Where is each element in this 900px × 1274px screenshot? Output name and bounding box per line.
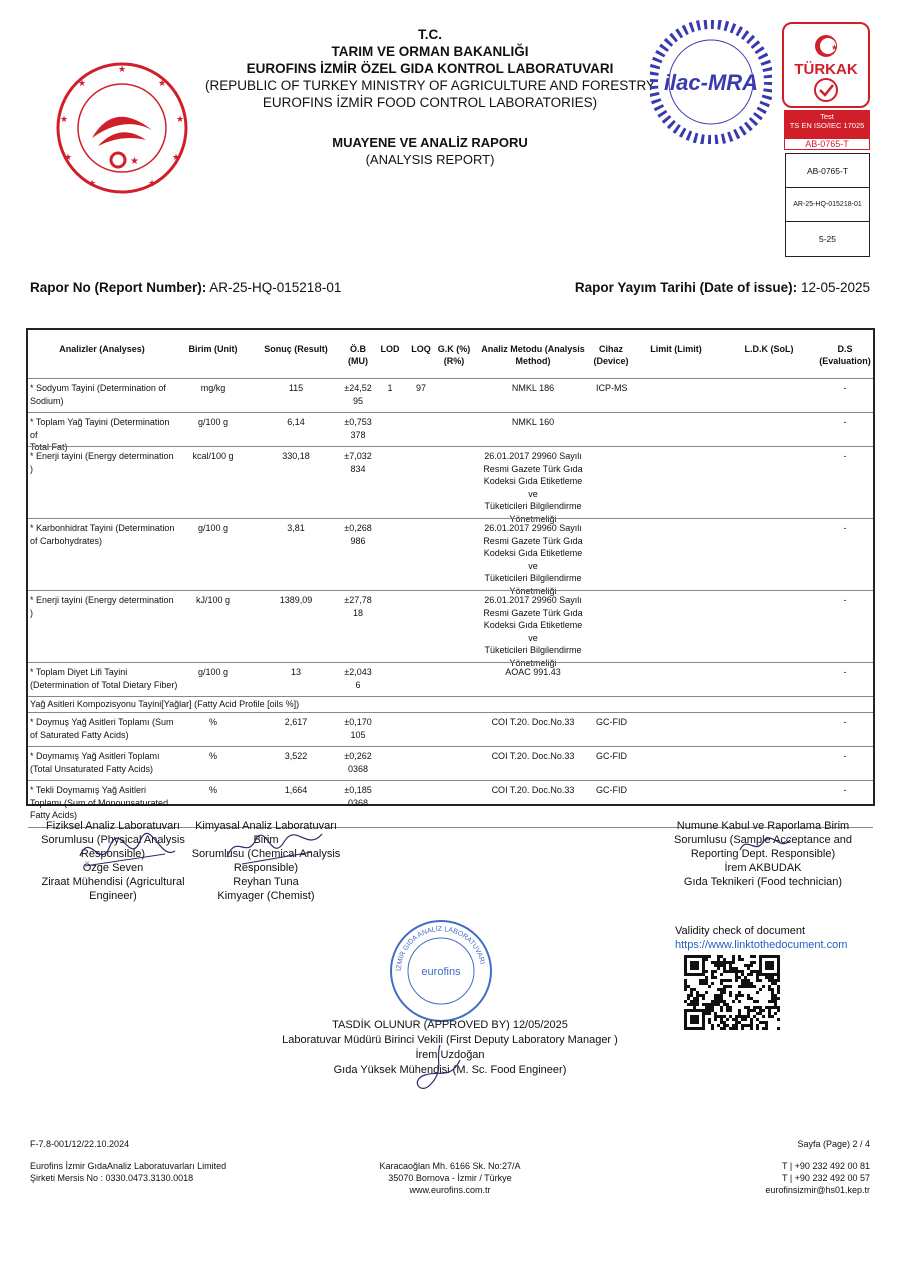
cell-mu <box>340 784 376 809</box>
footer-address <box>340 1160 560 1196</box>
cell-analysis <box>30 716 178 741</box>
svg-text:TÜRKAK: TÜRKAK <box>794 61 858 78</box>
report-title-block <box>260 134 600 168</box>
col-method <box>478 343 588 367</box>
cell-analysis-line: * Karbonhidrat Tayini (Determination <box>30 523 175 533</box>
cell-method-line: Resmi Gazete Türk Gıda <box>483 607 583 618</box>
cell-method-line: 26.01.2017 29960 Sayılı <box>484 595 582 605</box>
footer-phone-1: T | +90 232 492 00 81 <box>782 1161 870 1171</box>
svg-text:★: ★ <box>171 152 181 162</box>
svg-text:★: ★ <box>59 114 69 124</box>
svg-text:★: ★ <box>175 114 185 124</box>
approval-signature-scribble <box>400 1040 480 1100</box>
col-method-line2: Method) <box>515 356 551 366</box>
cell-analysis <box>30 450 178 475</box>
cell-method-line: COI T.20. Doc.No.33 <box>491 717 575 727</box>
col-gk-line1: G.K (%) <box>437 344 471 354</box>
cell-ds: - <box>843 451 847 461</box>
signature-chemical-title: Kimyager (Chemist) <box>217 890 315 902</box>
header-line-tc: T.C. <box>417 27 442 42</box>
cell-mu <box>340 382 376 407</box>
cell-method <box>478 450 588 525</box>
cell-mu <box>340 522 376 547</box>
col-unit: Birim (Unit) <box>188 344 238 354</box>
svg-text:★: ★ <box>831 43 839 52</box>
accreditation-number: AB-0765-T <box>786 154 869 188</box>
table-row-divider <box>28 746 873 747</box>
col-gk <box>433 343 475 367</box>
header-line-ministry: TARIM VE ORMAN BAKANLIĞI <box>331 44 529 59</box>
col-device-line2: (Device) <box>593 356 629 366</box>
cell-mu-line: 834 <box>350 463 366 474</box>
cell-unit: g/100 g <box>197 523 229 533</box>
signature-chemical-line1: Kimyasal Analiz Laboratuvarı Birim <box>195 820 337 846</box>
signature-physical-line2: Sorumlusu (Physical Analysis <box>41 834 185 846</box>
col-gk-line2: (R%) <box>443 356 465 366</box>
col-method-line1: Analiz Metodu (Analysis <box>481 344 585 354</box>
turkak-standard-label: TS EN ISO/IEC 17025 <box>789 121 865 130</box>
footer-company-line1: Eurofins İzmir GıdaAnaliz Laboratuvarları Limited <box>30 1161 227 1171</box>
cell-method <box>478 716 588 729</box>
cell-mu-line: ±0,753 <box>344 417 372 427</box>
cell-analysis-line: * Doymuş Yağ Asitleri Toplamı (Sum <box>30 717 174 727</box>
table-section-heading: Yağ Asitleri Kompozisyonu Tayini[Yağlar] (Fatty Acid Profile [oils %]) <box>30 699 300 709</box>
cell-analysis-line: Total Fat) <box>30 442 68 452</box>
col-mu-line2: (MU) <box>348 356 368 366</box>
cell-method-line: Yönetmeliği <box>509 657 557 668</box>
turkak-test-label: Test <box>820 112 834 121</box>
signature-physical-title-2: Engineer) <box>89 890 137 902</box>
cell-result: 115 <box>288 383 304 393</box>
col-mu <box>340 343 376 367</box>
table-row-divider <box>28 446 873 447</box>
qr-code[interactable] <box>684 955 780 1031</box>
cell-method-line: Kodeksi Gıda Etiketleme ve <box>483 620 583 643</box>
cell-mu <box>340 594 376 619</box>
cell-analysis-line: * Enerji tayini (Energy determination ) <box>30 451 174 474</box>
cell-analysis-line: * Doymamış Yağ Asitleri Toplamı <box>30 751 160 761</box>
validity-link[interactable]: https://www.linktothedocument.com <box>675 939 848 951</box>
page-indicator: Sayfa (Page) 2 / 4 <box>797 1139 870 1149</box>
cell-method-line: Resmi Gazete Türk Gıda <box>483 535 583 546</box>
cell-mu-line: ±7,032 <box>344 451 372 461</box>
cell-mu <box>340 416 376 441</box>
cell-mu-line: 105 <box>350 729 366 740</box>
cell-method-line: Resmi Gazete Türk Gıda <box>483 463 583 474</box>
col-lod: LOD <box>380 344 400 354</box>
cell-analysis-line: of Saturated Fatty Acids) <box>30 729 129 740</box>
cell-mu-line: 378 <box>350 429 366 440</box>
cell-method-line: Tüketicileri Bilgilendirme <box>484 501 582 511</box>
cell-result: 1,664 <box>284 785 308 795</box>
cell-method-line: NMKL 160 <box>511 417 555 427</box>
cell-unit: mg/kg <box>200 383 226 393</box>
cell-result: 330,18 <box>282 451 310 461</box>
cell-analysis <box>30 666 178 691</box>
header-line-ministry-en: (REPUBLIC OF TURKEY MINISTRY OF AGRICULTURE AND FORESTRY <box>204 78 656 93</box>
report-number-value: AR-25-HQ-015218-01 <box>209 280 342 295</box>
accreditation-report-number: AR-25-HQ-015218-01 <box>786 188 869 222</box>
col-ldk: L.D.K (SoL) <box>744 344 794 354</box>
report-date-value: 12-05-2025 <box>800 280 870 295</box>
svg-text:ilac-MRA: ilac-MRA <box>663 70 759 95</box>
cell-mu-line: ±0,262 <box>344 751 372 761</box>
accreditation-box <box>785 153 870 257</box>
cell-unit: g/100 g <box>197 417 229 427</box>
cell-analysis-line: * Tekli Doymamış Yağ Asitleri <box>30 785 147 795</box>
cell-ds: - <box>843 523 847 533</box>
cell-ds: - <box>843 417 847 427</box>
cell-result: 2,617 <box>284 717 308 727</box>
svg-text:★: ★ <box>77 78 87 88</box>
svg-text:★: ★ <box>130 156 139 167</box>
ministry-seal-logo <box>54 60 190 196</box>
accreditation-sequence: 5-25 <box>818 234 836 244</box>
stamp-ring-text: İZMİR GIDA ANALİZ LABORATUVARI <box>395 925 486 972</box>
col-analysis: Analizler (Analyses) <box>59 344 145 354</box>
cell-ds: - <box>843 751 847 761</box>
cell-ds: - <box>843 717 847 727</box>
svg-text:★: ★ <box>63 152 73 162</box>
footer-phone-2: T | +90 232 492 00 57 <box>782 1173 870 1183</box>
cell-result: 3,522 <box>284 751 308 761</box>
cell-method-line: COI T.20. Doc.No.33 <box>491 751 575 761</box>
cell-device: GC-FID <box>596 717 627 727</box>
cell-method-line: Kodeksi Gıda Etiketleme ve <box>483 476 583 499</box>
signature-physical-title: Ziraat Mühendisi (Agricultural <box>41 876 185 888</box>
turkak-logo <box>782 22 870 108</box>
cell-result: 13 <box>290 667 301 677</box>
cell-analysis <box>30 784 178 822</box>
signature-physical-name: Özge Seven <box>82 862 144 874</box>
cell-unit: kcal/100 g <box>192 451 234 461</box>
footer-website[interactable]: www.eurofins.com.tr <box>409 1185 491 1195</box>
cell-method-line: 26.01.2017 29960 Sayılı <box>484 523 582 533</box>
cell-analysis-line: of Carbohydrates) <box>30 535 103 546</box>
signature-reporting-scribble <box>735 830 795 860</box>
col-mu-line1: Ö.B <box>349 344 366 354</box>
cell-mu-line: 6 <box>355 679 361 690</box>
report-number-label: Rapor No (Report Number): <box>30 280 207 295</box>
cell-mu-line: ±27,78 <box>344 595 372 605</box>
cell-method <box>478 750 588 763</box>
cell-mu <box>340 716 376 741</box>
ilac-mra-logo <box>650 20 772 144</box>
turkak-standard-band <box>784 110 870 138</box>
cell-analysis-line: * Sodyum Tayini (Determination of <box>30 383 166 393</box>
cell-method <box>478 382 588 395</box>
table-row-divider <box>28 662 873 663</box>
col-evaluation-line2: (Evaluation) <box>819 356 871 366</box>
cell-device: GC-FID <box>596 785 627 795</box>
cell-ds: - <box>843 383 847 393</box>
signature-reporting-title: Gıda Teknikeri (Food technician) <box>683 876 843 888</box>
approval-line-1: TASDİK OLUNUR (APPROVED BY) 12/05/2025 <box>332 1019 568 1031</box>
signature-reporting-name: İrem AKBUDAK <box>724 862 802 874</box>
svg-text:★: ★ <box>147 178 157 188</box>
cell-method-line: Tüketicileri Bilgilendirme <box>484 573 582 583</box>
cell-analysis-line: * Toplam Yağ Tayini (Determination of <box>30 417 170 440</box>
cell-mu-line: ±0,185 <box>344 785 372 795</box>
cell-method-line: COI T.20. Doc.No.33 <box>491 785 575 795</box>
cell-analysis-line: (Total Unsaturated Fatty Acids) <box>30 763 154 774</box>
report-date-label: Rapor Yayım Tarihi (Date of issue): <box>574 280 798 295</box>
cell-method <box>478 522 588 597</box>
col-device-line1: Cihaz <box>598 344 623 354</box>
table-row-divider <box>28 412 873 413</box>
cell-unit: % <box>208 785 217 795</box>
table-row-divider <box>28 712 873 713</box>
eurofins-stamp <box>388 918 494 1024</box>
signature-physical-line3: Responsible) <box>80 848 146 860</box>
cell-mu-line: ±2,043 <box>344 667 372 677</box>
svg-text:★: ★ <box>87 178 97 188</box>
report-date <box>575 280 870 295</box>
table-header <box>28 330 873 378</box>
cell-mu-line: 18 <box>352 607 363 618</box>
cell-analysis-line: Toplamı (Sum of Monounsaturated <box>30 797 169 808</box>
cell-mu-line: 95 <box>352 395 363 406</box>
report-number <box>30 280 341 295</box>
cell-method <box>478 594 588 669</box>
cell-method-line: Tüketicileri Bilgilendirme <box>484 645 582 655</box>
cell-analysis-line: Fatty Acids) <box>30 810 78 820</box>
table-row-divider <box>28 696 873 697</box>
cell-method-line: Kodeksi Gıda Etiketleme ve <box>483 548 583 571</box>
cell-method <box>478 666 588 679</box>
table-row-divider <box>28 590 873 591</box>
form-code: F-7.8-001/12/22.10.2024 <box>30 1139 130 1149</box>
col-loq: LOQ <box>411 344 431 354</box>
report-title: MUAYENE VE ANALİZ RAPORU <box>332 135 528 150</box>
cell-method <box>478 784 588 797</box>
cell-analysis-line: * Toplam Diyet Lifi Tayini <box>30 667 128 677</box>
cell-mu <box>340 450 376 475</box>
signature-chemical-line3: Responsible) <box>233 862 299 874</box>
cell-mu-line: 986 <box>350 535 366 546</box>
cell-result: 6,14 <box>287 417 305 427</box>
cell-method-line: 26.01.2017 29960 Sayılı <box>484 451 582 461</box>
col-evaluation-line1: D.S <box>837 344 853 354</box>
cell-loq: 97 <box>415 383 426 393</box>
cell-method-line: NMKL 186 <box>511 383 555 393</box>
cell-mu-line: ±0,170 <box>344 717 372 727</box>
table-row-divider <box>28 780 873 781</box>
cell-analysis-line: * Enerji tayini (Energy determination ) <box>30 595 174 618</box>
cell-mu <box>340 666 376 691</box>
cell-mu <box>340 750 376 775</box>
cell-unit: g/100 g <box>197 667 229 677</box>
col-limit: Limit (Limit) <box>650 344 702 354</box>
cell-method-line: AOAC 991.43 <box>505 667 561 677</box>
footer-email[interactable]: eurofinsizmir@hs01.kep.tr <box>765 1185 870 1195</box>
approval-line-2: Laboratuvar Müdürü Birinci Vekili (First Deputy Laboratory Manager ) <box>282 1034 618 1046</box>
cell-mu-line: ±24,52 <box>344 383 372 393</box>
turkak-code: AB-0765-T <box>784 138 870 150</box>
cell-result: 3,81 <box>287 523 305 533</box>
cell-ds: - <box>843 785 847 795</box>
cell-analysis <box>30 416 178 454</box>
cell-ds: - <box>843 595 847 605</box>
signature-reporting-line1: Numune Kabul ve Raporlama Birim <box>676 820 850 832</box>
cell-analysis-line: Sodium) <box>30 395 64 406</box>
signature-chemical-name: Reyhan Tuna <box>233 876 299 888</box>
cell-analysis <box>30 750 178 775</box>
cell-result: 1389,09 <box>279 595 313 605</box>
stamp-brand: eurofins <box>421 966 461 978</box>
table-row-divider <box>28 378 873 379</box>
approval-name: İrem Uzdoğan <box>415 1049 485 1061</box>
signature-reporting-line2: Sorumlusu (Sample Acceptance and <box>674 834 852 846</box>
validity-label: Validity check of document <box>675 925 806 937</box>
header-line-lab: EUROFINS İZMİR ÖZEL GIDA KONTROL LABORATUVARI <box>246 61 614 76</box>
cell-device: ICP-MS <box>596 383 628 393</box>
approval-title: Gıda Yüksek Mühendisi (M. Sc. Food Engineer) <box>333 1064 567 1076</box>
signature-physical-line1: Fiziksel Analiz Laboratuvarı <box>46 820 180 832</box>
cell-analysis <box>30 594 178 619</box>
svg-text:★: ★ <box>117 64 127 74</box>
table-row-divider <box>28 518 873 519</box>
cell-analysis <box>30 382 178 407</box>
signature-reporting-line3: Reporting Dept. Responsible) <box>690 848 836 860</box>
cell-device: GC-FID <box>596 751 627 761</box>
cell-mu-line: ±0,268 <box>344 523 372 533</box>
cell-ds: - <box>843 667 847 677</box>
cell-mu-line: 0368 <box>347 763 369 774</box>
report-subtitle: (ANALYSIS REPORT) <box>365 152 495 167</box>
validity-block <box>675 924 847 952</box>
cell-analysis-line: (Determination of Total Dietary Fiber) <box>30 679 178 690</box>
footer-company-line2: Şirketi Mersis No : 0330.0473.3130.0018 <box>30 1173 194 1183</box>
cell-method-line: Yönetmeliği <box>509 513 557 524</box>
footer-company <box>30 1160 226 1184</box>
footer-contact <box>765 1160 870 1196</box>
signature-chemical-line2: Sorumlusu (Chemical Analysis <box>191 848 341 860</box>
footer-address-line2: 35070 Bornova - İzmir / Türkye <box>388 1173 512 1183</box>
footer-address-line1: Karacaoğlan Mh. 6166 Sk. No:27/A <box>379 1161 521 1171</box>
cell-lod: 1 <box>387 383 393 393</box>
svg-text:★: ★ <box>157 78 167 88</box>
signature-physical-scribble <box>70 826 180 876</box>
header-line-lab-en: EUROFINS İZMİR FOOD CONTROL LABORATORIES) <box>262 95 598 110</box>
signature-chemical-scribble <box>222 822 332 872</box>
col-evaluation <box>815 343 875 367</box>
cell-analysis <box>30 522 178 547</box>
cell-unit: % <box>208 717 217 727</box>
col-device <box>590 343 632 367</box>
cell-unit: % <box>208 751 217 761</box>
header-title-block <box>200 26 660 111</box>
cell-unit: kJ/100 g <box>195 595 231 605</box>
col-result: Sonuç (Result) <box>264 344 328 354</box>
cell-method-line: Yönetmeliği <box>509 585 557 596</box>
cell-mu-line: 0368 <box>347 797 369 808</box>
cell-method <box>478 416 588 429</box>
